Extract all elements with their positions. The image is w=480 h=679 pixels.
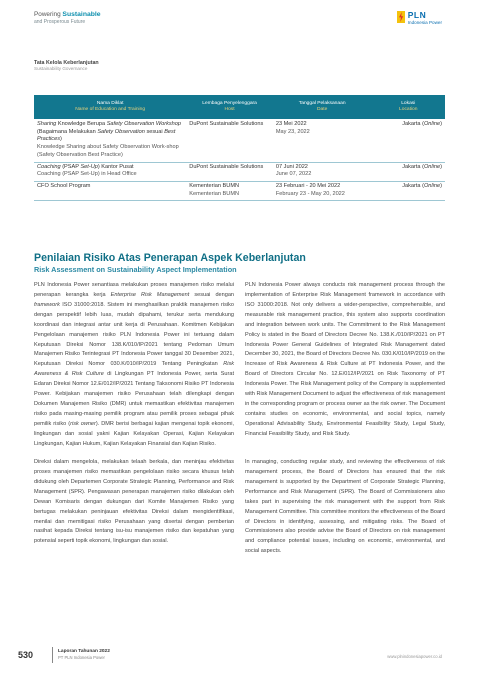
paragraph-en-1: PLN Indonesia Power always conducts risk management process through the implementation of Enterprise Risk Management framework in accordance with ISO 31000:2018. Not only delivers a wider-perspective, comprehensible, and measurable risk management practice, this system also supports coordination and integration between work units. The Commitment to the Risk Management Policy is stated in the Board of Directors Decree No. 138.K./010/IP/2021 on PT Indonesia Power General Guidelines of Integrated Risk Management dated December 30, 2021, the Board of Directors Decree No. 030.K/010/IP/2019 on the Increase of Risk Awareness & Risk Culture at PT Indonesia Power, and the Board of Directors Circular No. 12.E/012/IP/2021 on Risk Taxonomy of PT Indonesia Power. The Risk Management policy of the Company is supplemented with Risk Management Document to adjust the effectiveness of risk management in the corresponding program or process owner as the risk owner. The Document contains studies on economic, environmental, and social topics, namely Operational Advisability Study, Environmental Feasibility Study, Legal Study, Financial Feasibility Study, and Risk Study. [245, 282, 445, 437]
col-header-date: Tanggal Pelaksanaan Date [273, 95, 372, 119]
cell-training: CFO School Program [34, 182, 186, 201]
cell-host: DuPont Sustainable Solutions [186, 119, 273, 162]
col-header-training: Nama Diklat Name of Education and Training [34, 95, 186, 119]
cell-host: Kementerian BUMN Kementerian BUMN [186, 182, 273, 201]
paragraph-id-1: PLN Indonesia Power senantiasa melakukan proses manajemen risiko melalui penerapan kerangka kerja Enterprise Risk Management sesuai dengan framework ISO 31000:2018. Sistem ini menghasilkan praktik manajemen risiko dengan perspektif lebih luas, mudah dipahami, terukur serta mendukung koordinasi dan integrasi antar unit kerja di Perusahaan. Komitmen Kebijakan Pengelolaan manajemen risiko PLN Indonesia Power ini tertuang dalam Keputusan Direksi Nomor 138.K/010/IP/2021 tentang Pedoman Umum Manajemen Risiko Terintegrasi PT Indonesia Power tanggal 30 Desember 2021, Keputusan Direksi Nomor 030.K/010/IP/2019 Tentang Peningkatan Risk Awareness & Risk Culture di Lingkungan PT Indonesia Power, serta Surat Edaran Direksi Nomor 12.E/012/IP/2021 Tentang Taksonomi Risiko PT Indonesia Power. Kebijakan manajemen risiko Perusahaan telah dilengkapi dengan Dokumen Manajemen Risiko (DMR) untuk memastikan efektivitas manajemen risiko pada masing-masing pemilik program atau pemilik proses sebagai pihak pemilik risiko (risk owner). DMR berisi berbagai kajian mengenai topik ekonomi, lingkungan dan sosial yakni Kajian Kelayakan Operasi, Kajian Kelayakan Lingkungan, Kajian Hukum, Kajian Kelayakan Finansial dan Kajian Risiko. [34, 282, 234, 447]
cell-date: 23 Mei 2022 May 23, 2022 [273, 119, 372, 162]
section-title: Tata Kelola Keberlanjutan [34, 60, 99, 66]
table-row [34, 182, 445, 201]
table-row [34, 119, 445, 162]
logo-subtitle: Indonesia Power [407, 19, 442, 25]
cell-training: Coaching (PSAP Set-Up) Kantor Pusat Coaching (PSAP Set-Up) in Head Office [34, 162, 186, 181]
cell-host: DuPont Sustainable Solutions [186, 162, 273, 181]
footer-book-title: Laporan Tahunan 2022 [58, 649, 110, 654]
footer-divider [52, 647, 53, 663]
cell-date: 23 Februari - 20 Mei 2022 February 23 - May 20, 2022 [273, 182, 372, 201]
cell-location: Jakarta (Online) [372, 119, 445, 162]
lightning-bolt-icon [397, 11, 405, 23]
table-row [34, 162, 445, 181]
section-subtitle: Sustainability Governance [34, 66, 88, 72]
section-heading-en: Risk Assessment on Sustainability Aspect Implementation [34, 265, 237, 274]
paragraph-id-2: Direksi dalam mengelola, melakukan telaah berkala, dan meninjau efektivitas proses manajemen risiko memastikan pengelolaan risiko secara khusus telah didukung oleh Departemen Corporate Strategic Planning, Performance and Risk Management (SPR). Pengawasan penerapan manajemen risiko dilakukan oleh Dewan Komisaris dengan dukungan dari Komite Manajemen Risiko yang bertugas melakukan peninjauan efektivitas Direksi dalam mengidentifikasi, menilai dan memitigasi risiko Perusahaan yang disertai dengan pemberian nasihat kepada Direksi tentang isu-isu manajemen risiko dan kepatuhan yang potensial seperti topik ekonomi, lingkungan dan sosial. [34, 459, 234, 545]
logo-name: PLN [407, 10, 427, 20]
page-number: 530 [18, 650, 34, 660]
section-label [34, 60, 99, 72]
footer-book-subtitle: PT PLN Indonesia Power [58, 654, 105, 660]
pln-logo [397, 11, 442, 25]
cell-training: Sharing Knowledge Berupa Safety Observation Workshop (Bagaimana Melakukan Safety Observation sesuai Best Practices) Knowledge Sharing about Safety Observation Work-shop (Safety Observation Best Practice) [34, 119, 186, 162]
section-heading: Penilaian Risiko Atas Penerapan Aspek Keberlanjutan [34, 252, 306, 264]
tagline-bold: Sustainable [62, 11, 101, 18]
footer-url: www.plnindonesiapower.co.id [387, 654, 442, 659]
col-header-location: Lokasi Location [372, 95, 445, 119]
tagline-prefix: Powering [34, 11, 63, 18]
training-table [34, 95, 445, 201]
brand-tagline [34, 12, 101, 25]
footer-book [58, 649, 110, 660]
table-header-row [34, 95, 445, 119]
cell-location: Jakarta (Online) [372, 162, 445, 181]
cell-location: Jakarta (Online) [372, 182, 445, 201]
cell-date: 07 Juni 2022 June 07, 2022 [273, 162, 372, 181]
paragraph-en-2: In managing, conducting regular study, and reviewing the effectiveness of risk management process, the Board of Directors has ensured that the risk management is supported by the Department of Corporate Strategic Planning, Performance and Risk Management (SPR). The Board of Commissioners also takes part in supervising the risk management with the support from Risk Management Committee. This committee monitors the effectiveness of the Board of Directors in identifying, assessing, and mitigating risks. The Board of Commissioners also provide advise the Board of Directors on risk management and compliance potential issues, including on economic, environmental, and social aspects. [245, 459, 445, 555]
tagline-line2: and Prosperous Future [34, 18, 86, 25]
col-header-host: Lembaga Penyelenggara Host [186, 95, 273, 119]
